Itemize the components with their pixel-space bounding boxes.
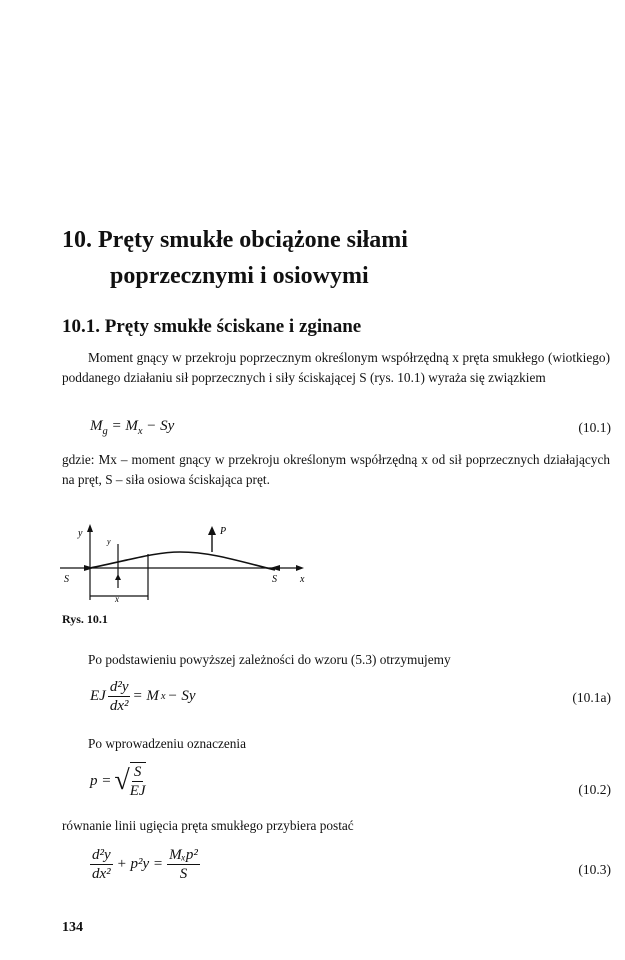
paragraph-notation: Po wprowadzeniu oznaczenia — [88, 736, 247, 751]
chapter-title — [62, 222, 602, 294]
label-x-dimension: x — [115, 594, 119, 604]
y-axis-arrowhead — [87, 524, 93, 532]
equation-10-1a: EJ $\frac{\text{d²y}}{\text{dx²}}$ = M x − Sy — [90, 679, 196, 714]
equation-number-10-1: (10.1) — [578, 420, 611, 435]
equation-10-1: $M_g = M_x - Sy$ — [90, 418, 175, 437]
figure-beam-diagram — [60, 520, 320, 615]
equation-10-3: $\frac{\text{d²y}}{\text{dx²}}$ + p²y = $\frac{\text{Mₓp²}}{S}$ — [92, 847, 198, 882]
equation-number-10-1a: (10.1a) — [572, 690, 611, 705]
label-p: P — [220, 526, 227, 537]
page-number: 134 — [62, 920, 83, 935]
x-axis-arrowhead — [296, 565, 304, 571]
label-x-axis: x — [300, 574, 305, 585]
small-force-arrowhead — [115, 574, 121, 580]
equation-number-10-2: (10.2) — [578, 782, 611, 797]
paragraph-substitution: Po podstawieniu powyższej zależności do wzoru (5.3) otrzymujemy — [88, 652, 451, 667]
paragraph-intro: Moment gnący w przekroju poprzecznym określonym współrzędną x pręta smukłego (wiotkiego) poddanego działaniu sił poprzecznych i siły ściskającej S (rys. 10.1) wyraża się związkiem — [62, 350, 610, 385]
s-left-arrowhead — [84, 565, 94, 571]
paragraph-deflection: równanie linii ugięcia pręta smukłego przybiera postać — [62, 818, 354, 833]
paragraph-definitions: gdzie: Mx – moment gnący w przekroju określonym współrzędną x od sił poprzecznych działających na pręt, S – siła osiowa ściskająca pręt. — [62, 452, 610, 487]
figure-caption: Rys. 10.1 — [62, 612, 108, 626]
chapter-title-line1: 10. Pręty smukłe obciążone siłami — [62, 227, 408, 253]
chapter-title-line2: poprzecznymi i osiowymi — [110, 263, 369, 289]
s-right-arrowhead — [270, 565, 280, 571]
label-deflection: y — [107, 537, 111, 546]
label-s-left: S — [64, 574, 69, 585]
label-y: y — [78, 528, 83, 539]
equation-number-10-3: (10.3) — [578, 862, 611, 877]
equation-10-2: p = √ $\frac{S}{EJ}$ — [90, 764, 146, 799]
section-title: 10.1. Pręty smukłe ściskane i zginane — [62, 316, 362, 337]
p-force-arrowhead — [208, 526, 216, 535]
sqrt-icon: √ — [114, 765, 130, 796]
label-s-right: S — [272, 574, 277, 585]
